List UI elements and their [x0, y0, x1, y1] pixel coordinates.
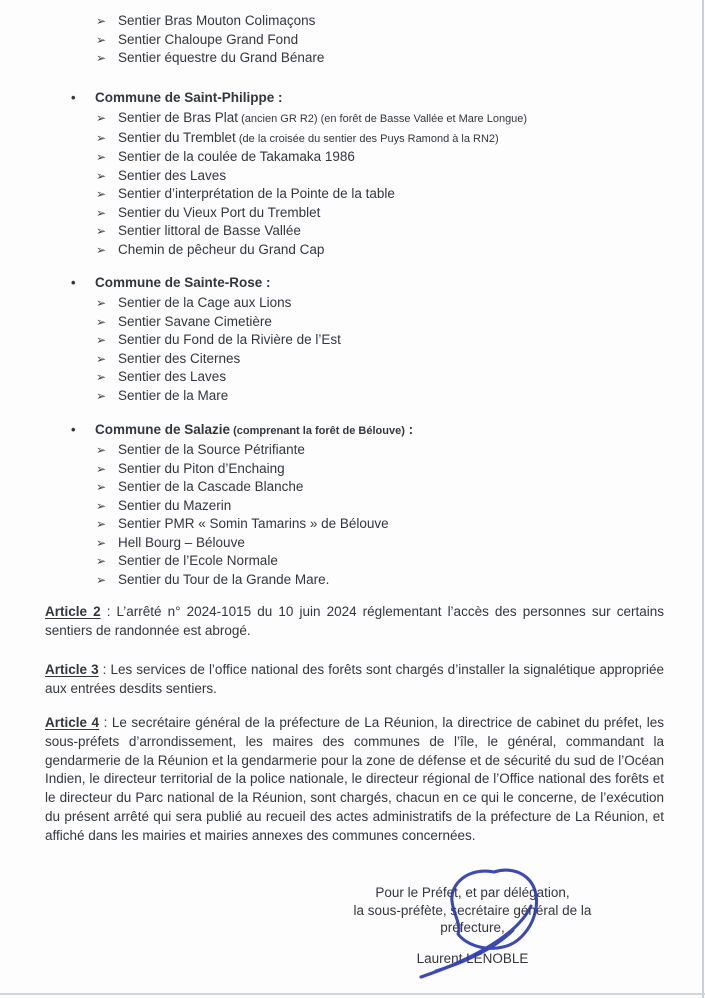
article-3-label: Article 3 [45, 662, 99, 677]
trail-name: Sentier du Vieux Port du Tremblet [118, 204, 321, 220]
commune-header [0, 88, 705, 109]
intro-trail-list [0, 12, 705, 68]
trail-list-item [96, 167, 705, 186]
arrow-bullet-icon: ➢ [96, 535, 107, 550]
arrow-bullet-icon: ➢ [96, 224, 107, 238]
signature-line: la sous-préfète, secrétaire général de la [353, 902, 592, 918]
arrow-bullet-icon: ➢ [96, 130, 107, 145]
commune-note: (comprenant la forêt de Bélouve) [230, 425, 405, 437]
trail-list-item [96, 185, 705, 204]
arrow-bullet-icon: ➢ [96, 498, 107, 513]
trail-name: Sentier de Bras Plat [118, 110, 239, 125]
trail-name: Sentier de l’Ecole Normale [118, 553, 278, 568]
article-4-text: : Le secrétaire général de la préfecture de La Réunion, la directrice de cabinet du préfet, les sous-préfets d’arrondissement, les maires des communes de l’île, le général, commandant la gendarmerie de la Réunion et la gendarmerie pour la zone de défense et de sécurité du sud de l’Océan Indien, le directeur territorial de la police nationale, le directeur régional de l’Office national des forêts et le directeur du Parc national de la Réunion, sont chargés, chacun en ce qui le concerne, de l’exécution du présent arrêté qui sera publié au recueil des actes administratifs de la préfecture de La Réunion, et affiché dans les mairies et mairies annexes des communes concernées. [45, 715, 664, 843]
trail-list-item [96, 534, 705, 553]
trail-name: Sentier de la coulée de Takamaka 1986 [118, 149, 355, 164]
arrow-bullet-icon: ➢ [96, 517, 107, 531]
arrow-bullet-icon: ➢ [96, 242, 107, 257]
arrow-bullet-icon: ➢ [96, 51, 107, 65]
trail-list-item [96, 294, 705, 313]
trail-list-item [96, 129, 705, 149]
commune-name: Commune de Saint-Philippe [95, 90, 275, 105]
arrow-bullet-icon: ➢ [96, 370, 107, 384]
trail-name: Sentier du Piton d’Enchaing [118, 460, 285, 476]
trail-list-item [96, 49, 705, 68]
trail-list-item [96, 387, 705, 406]
commune-section-sainte-rose [0, 273, 705, 405]
trail-name: Sentier du Tour de la Grande Mare. [118, 571, 330, 587]
commune-colon: : [262, 275, 271, 290]
scan-bottom-edge [0, 993, 705, 995]
trail-list-item [96, 31, 705, 50]
trail-name: Sentier du Mazerin [118, 497, 232, 513]
trail-name: Hell Bourg – Bélouve [118, 534, 245, 550]
commune-colon: : [274, 90, 283, 105]
arrow-bullet-icon: ➢ [96, 461, 107, 476]
trail-name: Sentier des Citernes [118, 350, 241, 366]
arrow-bullet-icon: ➢ [96, 333, 107, 347]
signatory-name: Laurent LENOBLE [416, 951, 529, 966]
dot-bullet-icon: • [71, 422, 76, 437]
article-4-paragraph [45, 714, 664, 846]
trail-name: Sentier Savane Cimetière [118, 313, 272, 329]
trail-list-item [96, 460, 705, 479]
article-2-paragraph [45, 602, 664, 640]
arrow-bullet-icon: ➢ [96, 314, 107, 329]
trail-name: Sentier Bras Mouton Colimaçons [118, 13, 316, 28]
trail-list-item [96, 204, 705, 223]
arrow-bullet-icon: ➢ [96, 150, 107, 164]
trail-name: Sentier littoral de Basse Vallée [118, 223, 301, 238]
arrow-bullet-icon: ➢ [96, 111, 107, 125]
dot-bullet-icon: • [71, 275, 76, 290]
signature-block [330, 884, 615, 937]
trail-list-item [96, 241, 705, 260]
trail-list-item [96, 222, 705, 241]
arrow-bullet-icon: ➢ [96, 296, 107, 310]
trail-list-item [96, 571, 705, 590]
signature-line: préfecture, [440, 920, 505, 936]
trail-list-item [96, 497, 705, 516]
trail-name: Sentier d’interprétation de la Pointe de la table [118, 186, 395, 201]
trail-note: (ancien GR R2) (en forêt de Basse Vallée et Mare Longue) [238, 113, 528, 125]
trail-list-item [96, 148, 705, 167]
article-3-paragraph [45, 660, 664, 698]
arrow-bullet-icon: ➢ [96, 351, 107, 366]
trail-name: Sentier des Laves [118, 167, 227, 183]
trail-name: Sentier Chaloupe Grand Fond [118, 31, 299, 47]
article-2-text: : L’arrêté n° 2024-1015 du 10 juin 2024 réglementant l’accès des personnes sur certains sentiers de randonnée est abrogé. [45, 604, 664, 639]
trail-name: Sentier de la Cascade Blanche [118, 479, 304, 494]
trail-name: Sentier PMR « Somin Tamarins » de Bélouve [118, 516, 389, 531]
scan-right-edge [702, 0, 704, 998]
commune-section-saint-philippe [0, 88, 705, 259]
trail-list-item [96, 331, 705, 350]
arrow-bullet-icon: ➢ [96, 388, 107, 403]
trail-list-item [96, 368, 705, 387]
trail-list-item [96, 441, 705, 460]
trail-list-item [96, 478, 705, 497]
arrow-bullet-icon: ➢ [96, 480, 107, 494]
arrow-bullet-icon: ➢ [96, 32, 107, 47]
trail-name: Sentier des Laves [118, 369, 227, 384]
commune-header [0, 273, 705, 294]
trail-name: Sentier du Fond de la Rivière de l’Est [118, 332, 341, 347]
arrow-bullet-icon: ➢ [96, 572, 107, 587]
trail-list-item [96, 109, 705, 129]
arrow-bullet-icon: ➢ [96, 14, 107, 28]
arrow-bullet-icon: ➢ [96, 443, 107, 457]
trail-list-item [96, 552, 705, 571]
trail-note: (de la croisée du sentier des Puys Ramond à la RN2) [235, 132, 499, 145]
trail-name: Chemin de pêcheur du Grand Cap [118, 241, 325, 257]
commune-colon: : [404, 422, 414, 437]
dot-bullet-icon: • [71, 90, 76, 105]
trail-name: Sentier de la Source Pétrifiante [118, 442, 305, 457]
arrow-bullet-icon: ➢ [96, 187, 107, 201]
trail-list-item [96, 350, 705, 369]
commune-name: Commune de Salazie [95, 422, 231, 437]
arrow-bullet-icon: ➢ [96, 168, 107, 183]
arrow-bullet-icon: ➢ [96, 205, 107, 220]
signature-line: Pour le Préfet, et par délégation, [375, 885, 570, 900]
article-2-label: Article 2 [45, 604, 101, 619]
commune-header [0, 420, 705, 441]
trail-list-item [96, 12, 705, 31]
trail-name: Sentier de la Mare [118, 387, 229, 403]
article-3-text: : Les services de l’office national des forêts sont chargés d’installer la signalétique appropriée aux entrées desdits sentiers. [45, 662, 664, 697]
commune-section-salazie [0, 420, 705, 589]
commune-name: Commune de Sainte-Rose [95, 275, 263, 290]
article-4-label: Article 4 [45, 715, 100, 730]
trail-name: Sentier de la Cage aux Lions [118, 295, 292, 310]
trail-list-item [96, 515, 705, 534]
arrow-bullet-icon: ➢ [96, 554, 107, 568]
trail-name: Sentier du Tremblet [118, 129, 236, 145]
trail-list-item [96, 313, 705, 332]
trail-name: Sentier équestre du Grand Bénare [118, 50, 325, 65]
